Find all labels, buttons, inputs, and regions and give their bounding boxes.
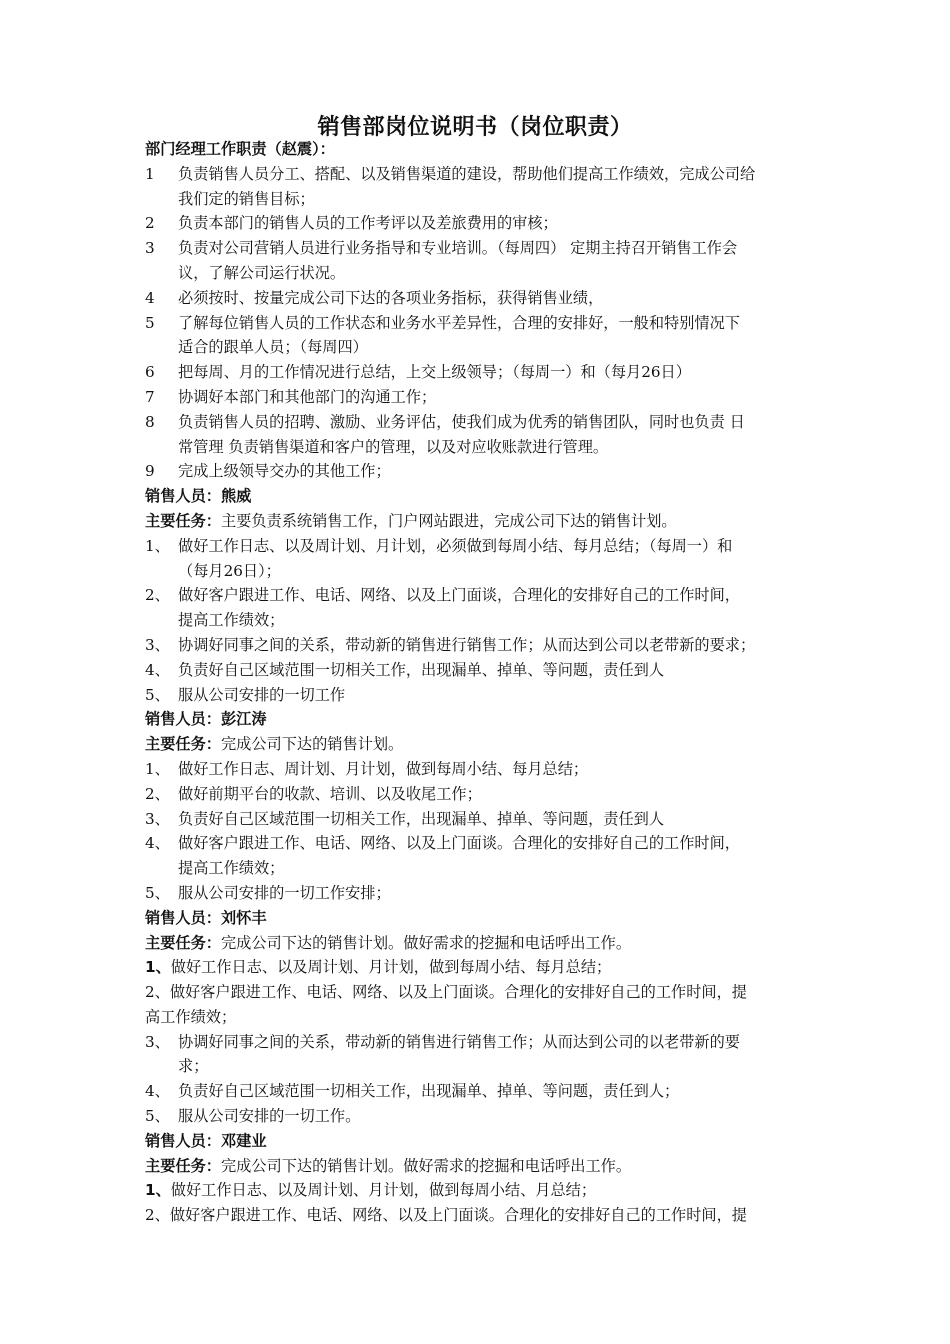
list-item-continuation: 高工作绩效； [145, 1007, 237, 1026]
list-item-line: 做好工作日志、以及周计划、月计划，必须做到每周小结、每月总结；（每周一）和 [178, 536, 733, 555]
list-item-continuation: 适合的跟单人员；（每周四） [178, 338, 368, 357]
list-item-line: 完成上级领导交办的其他工作； [178, 462, 391, 481]
list-item-text [178, 1079, 810, 1104]
list-item-line: 做好客户跟进工作、电话、网络、以及上门面谈，合理化的安排好自己的工作时间， [178, 586, 740, 605]
list-item-text [178, 360, 810, 385]
list-item-continuation: 常管理 负责销售渠道和客户的管理，以及对应收账款进行管理。 [178, 437, 609, 456]
main-task-text: 主要负责系统销售工作，门户网站跟进，完成公司下达的销售计划。 [220, 511, 677, 530]
list-item [145, 1079, 810, 1104]
list-item-number: 8 [145, 412, 155, 431]
list-item-number: 5、 [145, 1107, 170, 1126]
list-item-line: 负责销售人员的招聘、激励、业务评估，使我们成为优秀的销售团队，同时也负责 日 [178, 412, 745, 431]
list-item-line: 服从公司安排的一切工作。 [178, 1107, 361, 1126]
list-item-text [178, 286, 810, 311]
list-item-line: 负责好自己区域范围一切相关工作，出现漏单、掉单、等问题，责任到人 [178, 660, 664, 679]
list-item-number: 3 [145, 239, 155, 258]
list-item-line: 协调好同事之间的关系，带动新的销售进行销售工作；从而达到公司的以老带新的要 [178, 1032, 740, 1051]
list-item-text [178, 757, 810, 782]
list-item [145, 757, 810, 782]
list-item-text [178, 236, 810, 286]
list-item [145, 633, 810, 658]
list-item-text [178, 211, 810, 236]
list-item [145, 1030, 810, 1080]
list-item-number: 3、 [145, 809, 170, 828]
list-item [145, 162, 810, 212]
main-task-text: 完成公司下达的销售计划。 [220, 735, 404, 754]
list-item-line: 服从公司安排的一切工作 [178, 685, 346, 704]
main-task-text: 完成公司下达的销售计划。做好需求的挖掘和电话呼出工作。 [220, 933, 631, 952]
list-item-text [178, 534, 810, 584]
list-item [145, 658, 810, 683]
list-item [145, 459, 810, 484]
list-item-text [178, 831, 810, 881]
list-item-number: 2、 [145, 586, 170, 605]
manager-duties-list [145, 162, 810, 484]
list-item [145, 1203, 810, 1228]
list-item [145, 955, 810, 980]
list-item-number: 6 [145, 363, 155, 382]
list-item-line: 了解每位销售人员的工作状态和业务水平差异性，合理的安排好，一般和特别情况下 [178, 313, 740, 332]
list-item-number: 5、 [145, 883, 170, 902]
list-item-text [178, 683, 810, 708]
list-item-line: 做好前期平台的收款、培训、以及收尾工作； [178, 784, 482, 803]
list-item-number: 2 [145, 214, 155, 233]
list-item-line: 服从公司安排的一切工作安排； [178, 883, 391, 902]
list-item-number: 1 [145, 164, 155, 183]
list-item-continuation: （每月26日）； [178, 561, 281, 580]
list-item-text: 做好工作日志、以及周计划、月计划，做到每周小结、每月总结； [170, 958, 612, 977]
list-item-text: 做好客户跟进工作、电话、网络、以及上门面谈。合理化的安排好自己的工作时间，提 [169, 1206, 747, 1225]
duties-list [145, 534, 810, 708]
list-item-number: 4、 [145, 834, 170, 853]
list-item-line: 负责对公司营销人员进行业务指导和专业培训。（每周四） 定期主持召开销售工作会 [178, 239, 738, 258]
list-item-line: 把每周、月的工作情况进行总结，上交上级领导；（每周一）和（每月26日） [178, 363, 691, 382]
person-heading: 销售人员：邓建业 [145, 1131, 267, 1150]
list-item-number: 3、 [145, 635, 170, 654]
list-item-line: 必须按时、按量完成公司下达的各项业务指标，获得销售业绩， [178, 288, 604, 307]
list-item-number: 2、 [145, 983, 170, 1002]
list-item-number: 1、 [145, 1181, 171, 1200]
main-task-label: 主要任务： [145, 1156, 221, 1175]
person-heading: 销售人员：熊威 [145, 487, 252, 506]
document-title: 销售部岗位说明书（岗位职责） [317, 115, 633, 140]
list-item-line: 负责销售人员分工、搭配、以及销售渠道的建设，帮助他们提高工作绩效，完成公司给 [178, 164, 756, 183]
list-item [145, 831, 810, 881]
list-item-number: 5 [145, 313, 155, 332]
list-item-text [178, 782, 810, 807]
list-item [145, 782, 810, 807]
list-item-text [178, 807, 810, 832]
list-item-number: 9 [145, 462, 155, 481]
list-item [145, 1178, 810, 1203]
list-item-text [178, 1104, 810, 1129]
list-item-text [178, 162, 810, 212]
list-item-text [178, 410, 810, 460]
list-item-text [178, 311, 810, 361]
list-item-number: 2、 [145, 784, 170, 803]
person-heading: 销售人员：刘怀丰 [145, 908, 267, 927]
list-item-continuation: 求； [178, 1057, 209, 1076]
list-item-number: 2、 [145, 1206, 170, 1225]
list-item-text [178, 881, 810, 906]
list-item [145, 236, 810, 286]
manager-heading: 部门经理工作职责（赵震）： [145, 140, 335, 158]
list-item [145, 980, 810, 1005]
list-item-line: 协调好本部门和其他部门的沟通工作； [178, 387, 437, 406]
list-item-line: 负责好自己区域范围一切相关工作，出现漏单、掉单、等问题，责任到人； [178, 1082, 680, 1101]
list-item-text [178, 459, 810, 484]
main-task [145, 509, 810, 534]
list-item-line: 做好客户跟进工作、电话、网络、以及上门面谈。合理化的安排好自己的工作时间， [178, 834, 740, 853]
list-item-line: 负责好自己区域范围一切相关工作，出现漏单、掉单、等问题，责任到人 [178, 809, 664, 828]
list-item [145, 534, 810, 584]
main-task [145, 1154, 810, 1179]
list-item-continuation: 提高工作绩效； [178, 611, 285, 630]
list-item-number: 4 [145, 288, 155, 307]
list-item-text: 做好客户跟进工作、电话、网络、以及上门面谈。合理化的安排好自己的工作时间，提 [169, 983, 747, 1002]
list-item [145, 1104, 810, 1129]
list-item-text: 做好工作日志、以及周计划、月计划，做到每周小结、月总结； [170, 1181, 597, 1200]
list-item [145, 583, 810, 633]
list-item-text [178, 1030, 810, 1080]
list-item-continuation: 我们定的销售目标； [178, 189, 315, 208]
list-item-number: 4、 [145, 660, 170, 679]
list-item-text [178, 583, 810, 633]
list-item-continuation: 议，了解公司运行状况。 [178, 263, 346, 282]
list-item-number: 1、 [145, 958, 171, 977]
duties-list [145, 757, 810, 906]
list-item [145, 211, 810, 236]
list-item [145, 360, 810, 385]
list-item-line: 负责本部门的销售人员的工作考评以及差旅费用的审核； [178, 214, 558, 233]
person-heading: 销售人员：彭江涛 [145, 710, 267, 729]
list-item [145, 807, 810, 832]
list-item-line: 做好工作日志、周计划、月计划，做到每周小结、每月总结； [178, 759, 589, 778]
list-item [145, 683, 810, 708]
list-item-number: 1、 [145, 759, 170, 778]
list-item-continuation: 提高工作绩效； [178, 859, 285, 878]
list-item-text [178, 385, 810, 410]
main-task-label: 主要任务： [145, 511, 221, 530]
list-item-number: 3、 [145, 1032, 170, 1051]
list-item-number: 7 [145, 387, 155, 406]
main-task [145, 732, 810, 757]
list-item-line: 协调好同事之间的关系，带动新的销售进行销售工作；从而达到公司以老带新的要求； [178, 635, 756, 654]
document-body [145, 137, 810, 1228]
list-item [145, 881, 810, 906]
list-item [145, 311, 810, 361]
list-item [145, 385, 810, 410]
main-task-label: 主要任务： [145, 933, 221, 952]
list-item [145, 410, 810, 460]
duties-list [145, 1030, 810, 1129]
main-task-text: 完成公司下达的销售计划。做好需求的挖掘和电话呼出工作。 [220, 1156, 631, 1175]
list-item-number: 1、 [145, 536, 170, 555]
list-item-number: 5、 [145, 685, 170, 704]
list-item-number: 4、 [145, 1082, 170, 1101]
main-task-label: 主要任务： [145, 735, 221, 754]
list-item [145, 286, 810, 311]
list-item-text [178, 633, 810, 658]
main-task [145, 931, 810, 956]
list-item-text [178, 658, 810, 683]
